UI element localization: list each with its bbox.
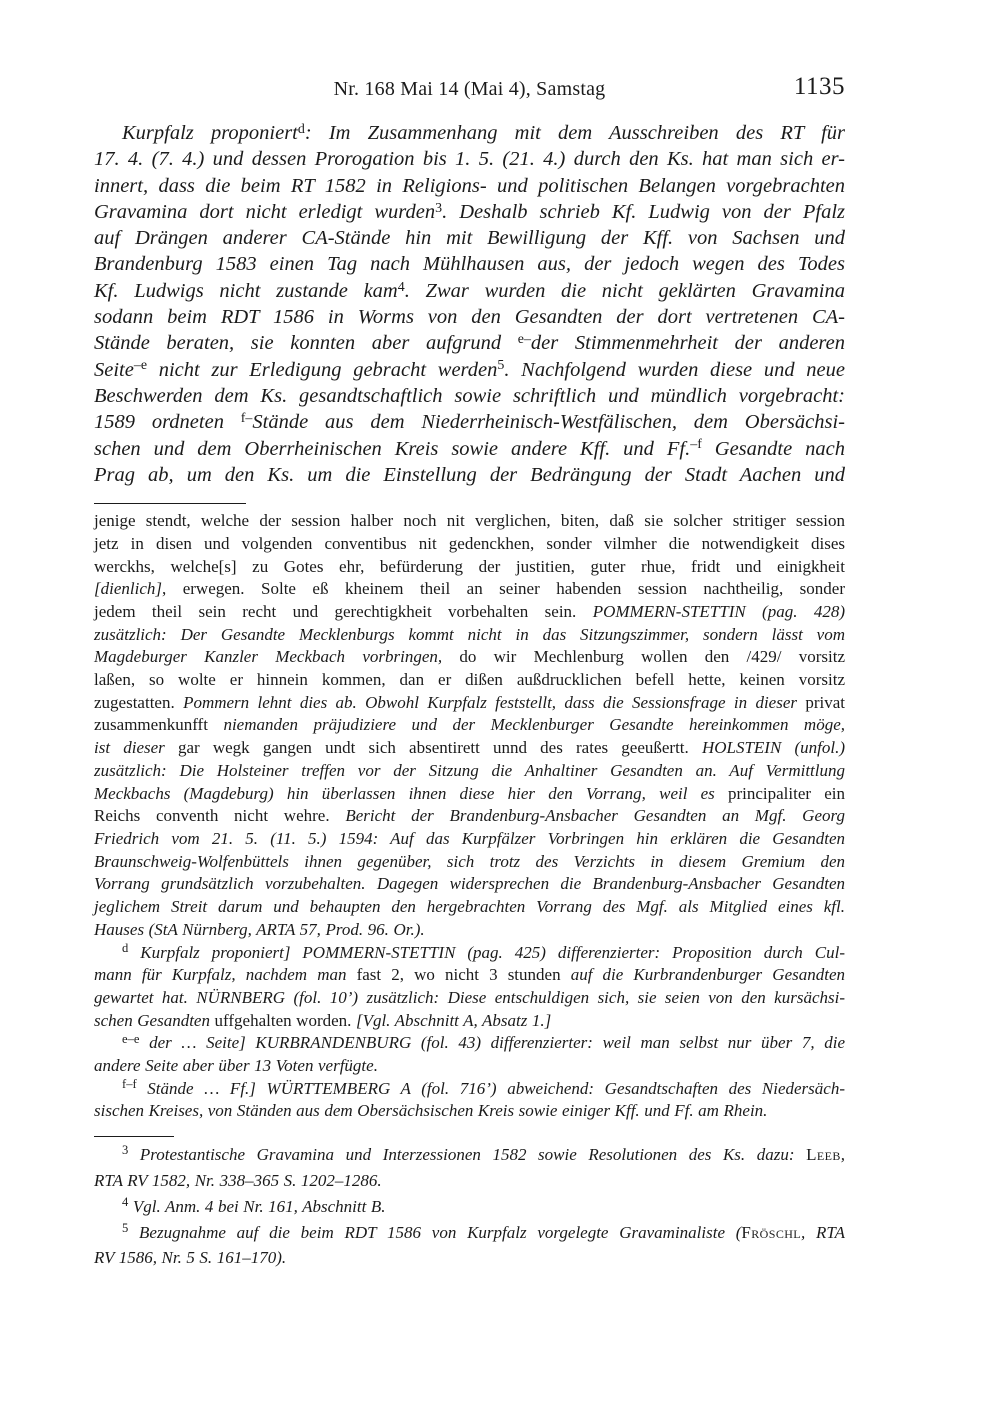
text-line <box>94 578 845 601</box>
text-segment: Bezugnahme auf die beim RDT 1586 von Kurpfalz vorgelegte Gravaminaliste ( <box>128 1222 742 1242</box>
superscript-mark: d <box>297 121 305 137</box>
paragraph <box>94 510 845 941</box>
text-segment: Meckbachs (Magdeburg) hin überlassen ihnen diese hier den Vorrang, weil es <box>94 783 728 803</box>
text-line <box>94 896 845 919</box>
text-segment: der … Seite] KURBRANDENBURG (fol. 43) differenzierter: weil man selbst nur über 7, die <box>139 1033 845 1053</box>
text-segment: Kf. Ludwigs nicht zustande kam <box>94 279 398 302</box>
text-line <box>94 737 845 760</box>
superscript-mark: 4 <box>397 279 405 295</box>
page-number: 1135 <box>793 73 845 100</box>
text-line <box>94 146 845 172</box>
text-line <box>94 409 845 435</box>
text-line <box>94 357 845 383</box>
footnotes <box>94 1142 845 1271</box>
text-segment: principaliter ein <box>727 783 845 803</box>
text-segment: innert, dass die beim RT 1582 in Religions- und politischen Belangen vorgebrachten <box>94 174 845 197</box>
text-segment: Seite <box>94 358 134 381</box>
text-segment: jedem theil sein recht und gerechtigkheit vorbehalten sein. <box>94 601 593 621</box>
text-segment: Protestantische Gravamina und Interzessionen 1582 sowie Resolutionen des Ks. dazu: <box>128 1145 807 1165</box>
text-segment: zusätzlich: Die Holsteiner treffen vor der Sitzung die Anhaltiner Gesandten an. Auf Vermittlung <box>94 760 845 780</box>
text-line <box>94 1194 845 1220</box>
text-line <box>94 692 845 715</box>
text-line <box>94 383 845 409</box>
text-line <box>94 624 845 647</box>
text-line <box>94 1220 845 1246</box>
text-line <box>94 1100 845 1123</box>
text-line <box>94 533 845 556</box>
text-line <box>94 873 845 896</box>
text-segment: zugestatten. <box>94 692 184 712</box>
page-header <box>94 73 845 106</box>
paragraph <box>94 1142 845 1194</box>
text-line <box>94 1142 845 1168</box>
text-segment: jeglichem Streit darum und behaupten den hergebrachten Vorrang des Mgf. als Mitglied eines kfl. <box>94 897 845 917</box>
text-segment: zusätzlich: Der Gesandte Mecklenburgs kommt nicht in das Sitzungszimmer, sondern lässt vom <box>94 624 845 644</box>
text-segment: POMMERN-STETTIN (pag. 428) <box>592 601 845 621</box>
text-segment: Stände beraten, sie konnten aber aufgrund <box>94 332 518 355</box>
text-line <box>94 278 845 304</box>
text-segment: : Im Zusammenhang mit dem Ausschreiben des RT für <box>304 122 845 144</box>
text-segment: Gravamina dort nicht erledigt wurden <box>94 200 436 223</box>
text-line <box>94 225 845 251</box>
paragraph <box>94 1220 845 1272</box>
text-line <box>94 304 845 330</box>
text-line <box>94 436 845 462</box>
superscript-mark: –e <box>133 358 147 374</box>
text-line <box>94 1032 845 1055</box>
main-record-text <box>94 120 845 488</box>
superscript-mark: –f <box>690 437 702 453</box>
paragraph <box>94 120 845 488</box>
text-segment: Braunschweig-Wolfenbüttels ihnen gegenüber, sich trotz des Verzichts in diesem Gremium den <box>94 851 845 871</box>
text-segment: der Stimmenmehrheit der anderen <box>530 332 845 355</box>
text-segment: . Nachfolgend wurden diese und neue <box>504 358 845 381</box>
text-segment: Friedrich vom 21. 5. (11. 5.) 1594: Auf das Kurpfälzer Vorbringen hin erklären die Gesandten <box>94 829 845 848</box>
text-segment: Vorrang grundsätzlich vorzubehalten. Dagegen widersprechen die Brandenburg-Ansbacher Gesandten <box>94 874 845 894</box>
text-segment: privat <box>805 692 845 712</box>
paragraph <box>94 1078 845 1123</box>
text-segment: Beschwerden dem Ks. gesandtschaftlich sowie schriftlich und mündlich vorgebracht: <box>94 384 845 407</box>
text-segment: Kurpfalz proponiert] POMMERN-STETTIN (pag. 425) differenzierter: Proposition durch Cul- <box>128 942 845 962</box>
text-segment: RV 1586, Nr. 5 S. 161–170). <box>94 1248 287 1268</box>
text-segment: , RTA <box>801 1222 845 1242</box>
text-line <box>94 1168 845 1194</box>
text-segment: HOLSTEIN (unfol.) <box>701 738 845 758</box>
text-line <box>94 1010 845 1033</box>
text-segment: , <box>840 1145 845 1165</box>
text-line <box>94 783 845 806</box>
text-segment: sischen Kreises, von Ständen aus dem Obersächsischen Kreis sowie einiger Kff. und Ff. am Rhein. <box>94 1101 768 1121</box>
text-segment: sodann beim RDT 1586 in Worms von den Gesandten der dort vertretenen CA- <box>94 306 845 329</box>
text-line <box>94 1078 845 1101</box>
text-line <box>94 851 845 874</box>
text-segment: . Zwar wurden die nicht geklärten Gravamina <box>404 279 846 302</box>
superscript-mark: 4 <box>122 1195 129 1210</box>
paragraph <box>94 942 845 1033</box>
superscript-mark: 5 <box>497 358 505 374</box>
text-line <box>94 173 845 199</box>
text-segment: Pommern lehnt dies ab. Obwohl Kurpfalz feststellt, dass die Sessionsfrage in dieser <box>183 692 806 712</box>
text-segment: fast 2, wo nicht 3 stunden <box>356 965 571 985</box>
text-segment: . Deshalb schrieb Kf. Ludwig von der Pfalz <box>442 200 846 223</box>
text-line <box>94 601 845 624</box>
text-segment: schen Gesandten <box>94 1010 215 1030</box>
text-line <box>94 669 845 692</box>
text-segment: jenige stendt, welche der session halber noch nit verglichen, biten, daß sie solcher stritiger session <box>94 511 845 531</box>
text-segment: Prag ab, um den Ks. um die Einstellung der Bedrängung der Stadt Aachen und <box>94 463 845 486</box>
text-segment: jetz in disen und volgenden conventibus nit gedenckhen, sonder vilmher die notwendigkeit dises <box>94 533 845 553</box>
text-segment: Bericht der Brandenburg-Ansbacher Gesandten an Mgf. Georg <box>345 806 845 826</box>
superscript-mark: 3 <box>122 1143 129 1158</box>
text-segment: gar wegk gangen undt sich absentirett unnd des rates geeußertt. <box>177 738 702 758</box>
text-line <box>94 199 845 225</box>
text-line <box>94 805 845 828</box>
text-line <box>94 1245 845 1271</box>
text-segment: Fröschl <box>741 1222 802 1242</box>
text-segment: auf die Kurbrandenburger Gesandten <box>570 965 845 985</box>
text-line <box>94 556 845 579</box>
text-segment: 17. 4. (7. 4.) und dessen Prorogation bis 1. 5. (21. 4.) durch den Ks. hat man sich er- <box>94 148 845 171</box>
superscript-mark: f– <box>240 411 253 426</box>
text-segment: gewartet hat. NÜRNBERG (fol. 10’) zusätzlich: Diese entschuldigen sich, sie seien von den kursächsi- <box>94 987 845 1007</box>
text-segment: zusammenkunfft <box>94 715 224 735</box>
text-line <box>94 919 845 942</box>
text-segment: do wir Mechlenburg wollen den /429/ vorsitz <box>459 647 845 667</box>
text-segment: mann für Kurpfalz, nachdem man <box>94 965 357 985</box>
text-segment: RTA RV 1582, Nr. 338–365 S. 1202–1286. <box>94 1170 382 1190</box>
text-line <box>94 714 845 737</box>
text-segment: Stände … Ff.] WÜRTTEMBERG A (fol. 716’) abweichend: Gesandtschaften des Niedersäch- <box>136 1078 845 1098</box>
text-line <box>94 251 845 277</box>
superscript-mark: f–f <box>122 1077 137 1092</box>
text-line <box>94 646 845 669</box>
text-segment: Hauses (StA Nürnberg, ARTA 57, Prod. 96. Or.). <box>94 919 425 939</box>
text-segment: uffgehalten worden. <box>214 1010 356 1030</box>
running-head: Nr. 168 Mai 14 (Mai 4), Samstag <box>333 78 606 100</box>
text-line <box>94 330 845 356</box>
superscript-mark: e–e <box>122 1031 140 1046</box>
text-line <box>94 987 845 1010</box>
text-line <box>94 462 845 488</box>
text-line <box>94 1055 845 1078</box>
apparatus-separator-rule <box>94 503 246 504</box>
text-segment: Magdeburger Kanzler Meckbach vorbringen, <box>94 647 460 667</box>
text-segment: werckhs, welche[s] zu Gotes ehr, befürderung der justitien, guter rhue, fridt und einigkheit <box>94 556 845 576</box>
text-line <box>94 120 845 146</box>
critical-apparatus <box>94 510 845 1123</box>
text-line <box>94 510 845 533</box>
text-segment: Vgl. Anm. 4 bei Nr. 161, Abschnitt B. <box>128 1196 386 1216</box>
text-line <box>94 964 845 987</box>
text-segment: Leeb <box>806 1145 841 1165</box>
text-segment: Kurpfalz proponiert <box>122 122 298 144</box>
text-segment: Gesandte nach <box>701 437 845 460</box>
text-segment: [dienlich] <box>94 579 162 599</box>
text-segment: [Vgl. Abschnitt A, Absatz 1.] <box>355 1010 552 1030</box>
text-segment: laßen, so wolte er hinnein kommen, dan er dißen außdrucklichen befell hette, keinen vorsitz <box>94 670 845 690</box>
paragraph <box>94 1194 845 1220</box>
text-segment: andere Seite aber über 13 Voten verfügte. <box>94 1056 378 1076</box>
footnote-separator-rule <box>94 1136 174 1137</box>
text-segment: Reichs conventh nicht wehre. <box>94 806 346 826</box>
text-segment: niemanden präjudiziere und der Mecklenburger Gesandte hereinkommen möge, <box>223 715 845 735</box>
superscript-mark: d <box>122 940 129 955</box>
text-line <box>94 828 845 851</box>
text-segment: ist dieser <box>94 738 178 758</box>
text-line <box>94 942 845 965</box>
paragraph <box>94 1032 845 1077</box>
superscript-mark: 3 <box>435 200 443 216</box>
text-segment: schen und dem Oberrheinischen Kreis sowie andere Kff. und Ff. <box>94 437 691 460</box>
text-segment: Brandenburg 1583 einen Tag nach Mühlhausen aus, der jedoch wegen des Todes <box>94 253 845 276</box>
text-segment: , erwegen. Solte eß kheinem theil an seiner habenden session nachtheilig, sonder <box>162 579 845 599</box>
superscript-mark: e– <box>517 332 531 348</box>
text-line <box>94 760 845 783</box>
text-segment: auf Drängen anderer CA-Stände hin mit Bewilligung der Kff. von Sachsen und <box>94 227 845 250</box>
text-segment: Stände aus dem Niederrheinisch-Westfälischen, dem Obersächsi- <box>252 411 845 434</box>
text-segment: 1589 ordneten <box>94 411 241 434</box>
superscript-mark: 5 <box>122 1220 129 1235</box>
text-segment: nicht zur Erledigung gebracht werden <box>147 358 498 381</box>
